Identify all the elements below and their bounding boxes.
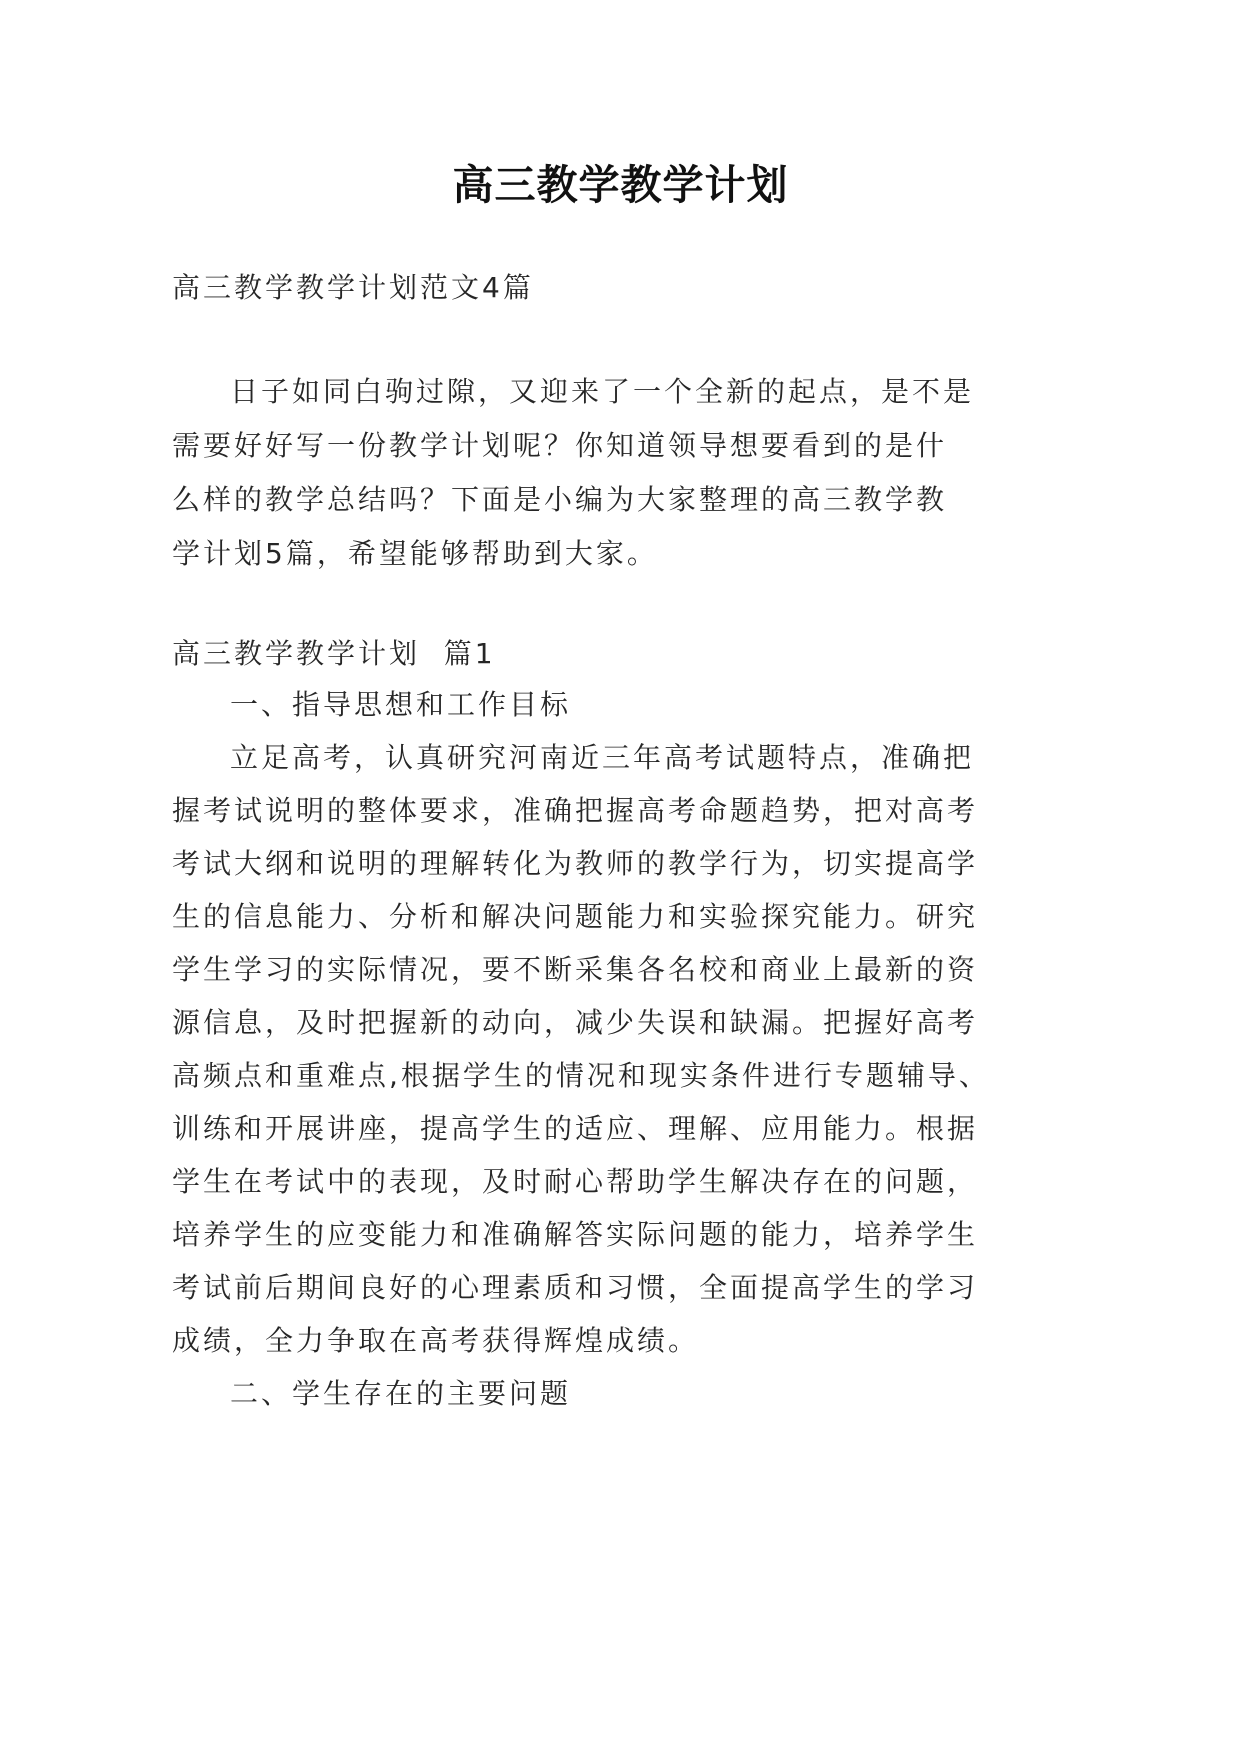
body-line: 学生学习的实际情况，要不断采集各名校和商业上最新的资 <box>172 953 979 986</box>
body-line: 成绩，全力争取在高考获得辉煌成绩。 <box>172 1324 700 1357</box>
section-heading: 高三教学教学计划 篇1 <box>172 637 496 670</box>
body-line: 学生在考试中的表现，及时耐心帮助学生解决存在的问题， <box>172 1165 979 1198</box>
intro-line: 日子如同白驹过隙，又迎来了一个全新的起点，是不是 <box>230 375 975 408</box>
intro-line: 学计划5篇，希望能够帮助到大家。 <box>172 537 658 570</box>
body-line: 源信息，及时把握新的动向，减少失误和缺漏。把握好高考 <box>172 1006 979 1039</box>
document-title: 高三教学教学计划 <box>452 161 789 209</box>
intro-line: 么样的教学总结吗？下面是小编为大家整理的高三教学教 <box>172 483 948 516</box>
body-line: 培养学生的应变能力和准确解答实际问题的能力，培养学生 <box>172 1218 979 1251</box>
body-line: 考试大纲和说明的理解转化为教师的教学行为，切实提高学 <box>172 847 979 880</box>
document-subtitle: 高三教学教学计划范文4篇 <box>172 271 534 304</box>
body-line: 握考试说明的整体要求，准确把握高考命题趋势，把对高考 <box>172 794 979 827</box>
body-line: 考试前后期间良好的心理素质和习惯，全面提高学生的学习 <box>172 1271 979 1304</box>
part2-heading: 二、学生存在的主要问题 <box>230 1377 572 1410</box>
body-line: 训练和开展讲座，提高学生的适应、理解、应用能力。根据 <box>172 1112 979 1145</box>
intro-line: 需要好好写一份教学计划呢？你知道领导想要看到的是什 <box>172 429 948 462</box>
body-line: 生的信息能力、分析和解决问题能力和实验探究能力。研究 <box>172 900 979 933</box>
part1-heading: 一、指导思想和工作目标 <box>230 688 572 721</box>
body-line: 立足高考，认真研究河南近三年高考试题特点，准确把 <box>230 741 975 774</box>
body-line: 高频点和重难点,根据学生的情况和现实条件进行专题辅导、 <box>172 1059 990 1092</box>
